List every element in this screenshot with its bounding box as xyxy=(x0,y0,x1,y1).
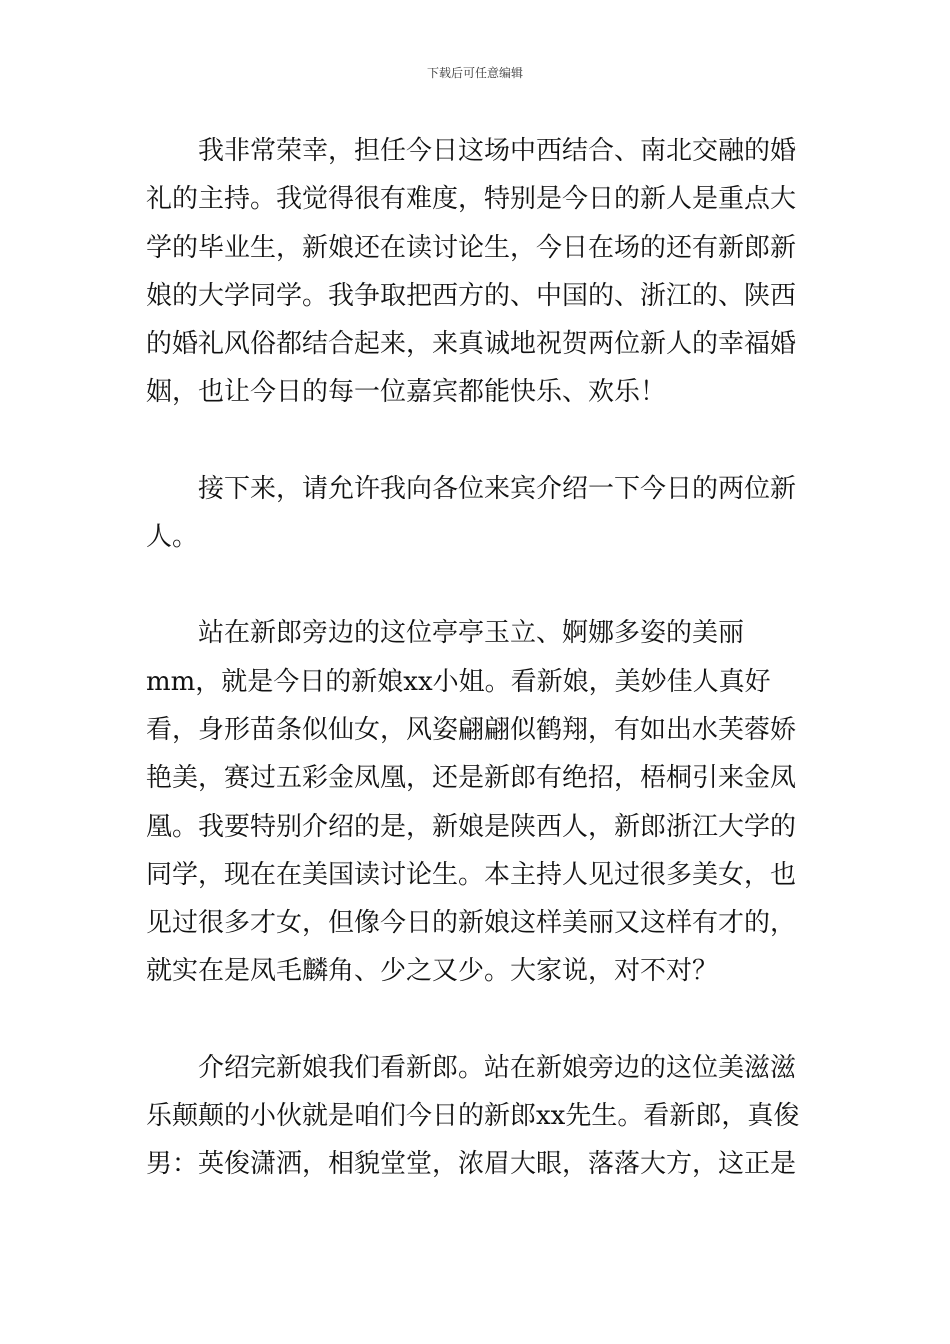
paragraph-spacer xyxy=(146,561,806,609)
paragraph-spacer xyxy=(146,996,806,1044)
document-body xyxy=(146,127,806,1189)
paragraph-introduce-couple: 接下来，请允许我向各位来宾介绍一下今日的两位新人。 xyxy=(146,473,797,553)
page-header: 下载后可任意编辑 xyxy=(426,66,523,80)
paragraph-spacer xyxy=(146,417,806,465)
paragraph-bride-introduction: 站在新郎旁边的这位亭亭玉立、婀娜多姿的美丽mm，就是今日的新娘xx小姐。看新娘，美妙佳人真好看，身形苗条似仙女，风姿翩翩似鹤翔，有如出水芙蓉娇艳美，赛过五彩金凤凰，还是新郎有绝招，梧桐引来金凤凰。我要特别介绍的是，新娘是陕西人，新郎浙江大学的同学，现在在美国读讨论生。本主持人见过很多美女，也见过很多才女，但像今日的新娘这样美丽又这样有才的，就实在是凤毛麟角、少之又少。大家说，对不对？ xyxy=(146,618,797,987)
paragraph-host-introduction: 我非常荣幸，担任今日这场中西结合、南北交融的婚礼的主持。我觉得很有难度，特别是今日的新人是重点大学的毕业生，新娘还在读讨论生，今日在场的还有新郎新娘的大学同学。我争取把西方的、中国的、浙江的、陕西的婚礼风俗都结合起来，来真诚地祝贺两位新人的幸福婚姻，也让今日的每一位嘉宾都能快乐、欢乐！ xyxy=(146,136,797,408)
paragraph-groom-introduction: 介绍完新娘我们看新郎。站在新娘旁边的这位美滋滋乐颠颠的小伙就是咱们今日的新郎xx先生。看新郎，真俊男：英俊潇洒，相貌堂堂，浓眉大眼，落落大方，这正是 xyxy=(146,1052,800,1180)
